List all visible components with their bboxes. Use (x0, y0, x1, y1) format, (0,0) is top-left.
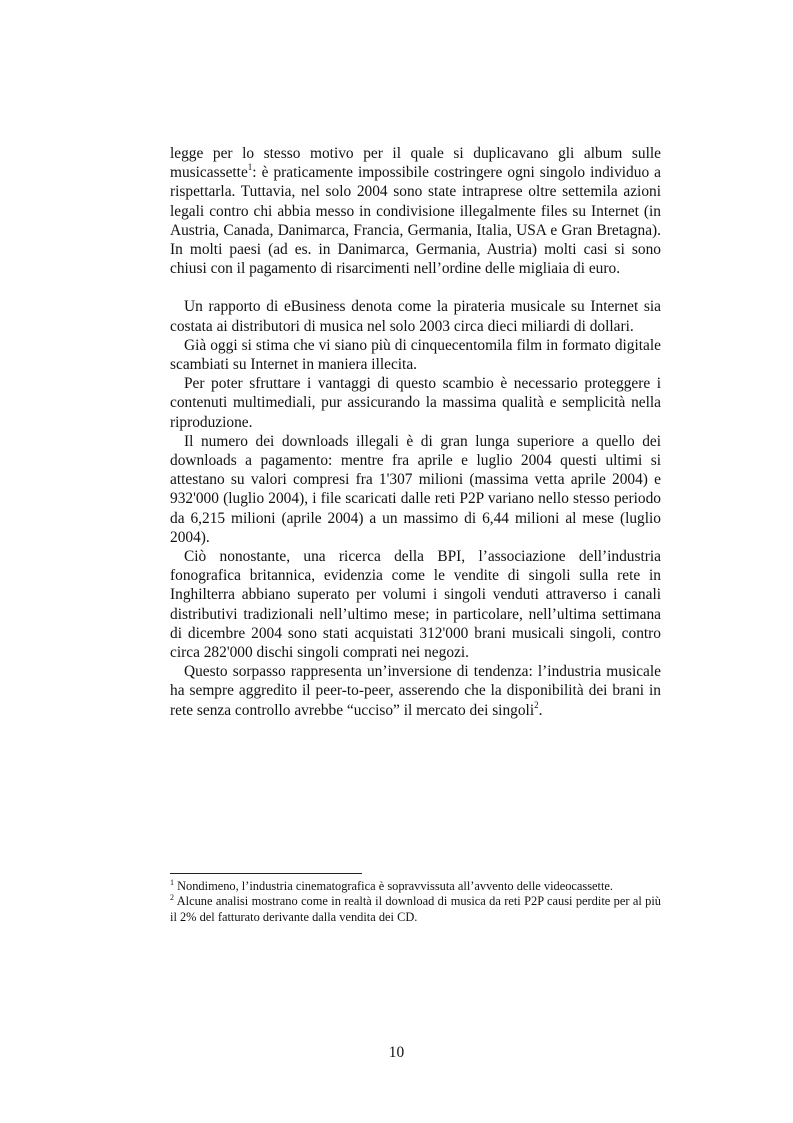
footnote-separator (170, 873, 362, 874)
footnote-2-text: Alcune analisi mostrano come in realtà il download di musica da reti P2P causi perdite per al più il 2% del fatturato derivante dalla vendita dei CD. (170, 894, 661, 924)
footnote-2-mark: 2 (170, 893, 174, 903)
footnote-1-mark: 1 (170, 877, 174, 887)
paragraph-1 (170, 144, 661, 278)
footnote-ref-2: 2 (534, 699, 539, 710)
paragraph-7-text: Questo sorpasso rappresenta un’inversione di tendenza: l’industria musicale ha sempre aggredito il peer-to-peer, asserendo che la disponibilità dei brani in rete senza controllo avrebbe “ucciso” il mercato dei singoli (170, 663, 661, 719)
body-text (170, 144, 661, 720)
paragraph-7 (170, 662, 661, 720)
paragraph-6: Ciò nonostante, una ricerca della BPI, l’associazione dell’industria fonografica britannica, evidenzia come le vendite di singoli sulla rete in Inghilterra abbiano superato per volumi i singoli venduti attraverso i canali distributivi tradizionali nell’ultimo mese; in particolare, nell’ultima settimana di dicembre 2004 sono stati acquistati 312'000 brani musicali singoli, contro circa 282'000 dischi singoli comprati nei negozi. (170, 548, 661, 662)
footnote-2 (170, 894, 661, 925)
paragraph-7-end: . (538, 701, 543, 719)
paragraph-3: Già oggi si stima che vi siano più di cinquecentomila film in formato digitale scambiati su Internet in maniera illecita. (170, 336, 661, 374)
paragraph-1-text-end: : è praticamente impossibile costringere ogni singolo individuo a rispettarla. Tuttavia, nel solo 2004 sono state intraprese oltre settemila azioni legali contro chi abbia messo in condivisione illegalmente files su Internet (in Austria, Canada, Danimarca, Francia, Germania, Italia, USA e Gran Bretagna). In molti paesi (ad es. in Danimarca, Germania, Austria) molti casi si sono chiusi con il pagamento di risarcimenti nell’ordine delle migliaia di euro. (170, 164, 661, 278)
footnote-ref-1: 1 (247, 162, 253, 173)
footnotes (170, 879, 661, 925)
footnote-1-text: Nondimeno, l’industria cinematografica è sopravvissuta all’avvento delle videocassette. (174, 879, 614, 893)
paragraph-1-text-start: legge per lo stesso motivo per il quale si duplicavano gli album sulle musicassette (170, 145, 661, 182)
paragraph-5: Il numero dei downloads illegali è di gran lunga superiore a quello dei downloads a pagamento: mentre fra aprile e luglio 2004 questi ultimi si attestano su valori compresi fra 1'307 milioni (massima vetta aprile 2004) e 932'000 (luglio 2004), i file scaricati dalle reti P2P variano nello stesso periodo da 6,215 milioni (aprile 2004) a un massimo di 6,44 milioni al mese (luglio 2004). (170, 432, 661, 546)
paragraph-4: Per poter sfruttare i vantaggi di questo scambio è necessario proteggere i contenuti multimediali, pur assicurando la massima qualità e semplicità nella riproduzione. (170, 375, 661, 431)
footnote-1 (170, 879, 661, 894)
page-number: 10 (388, 1044, 405, 1061)
paragraph-2: Un rapporto di eBusiness denota come la pirateria musicale su Internet sia costata ai distributori di musica nel solo 2003 circa dieci miliardi di dollari. (170, 298, 661, 335)
